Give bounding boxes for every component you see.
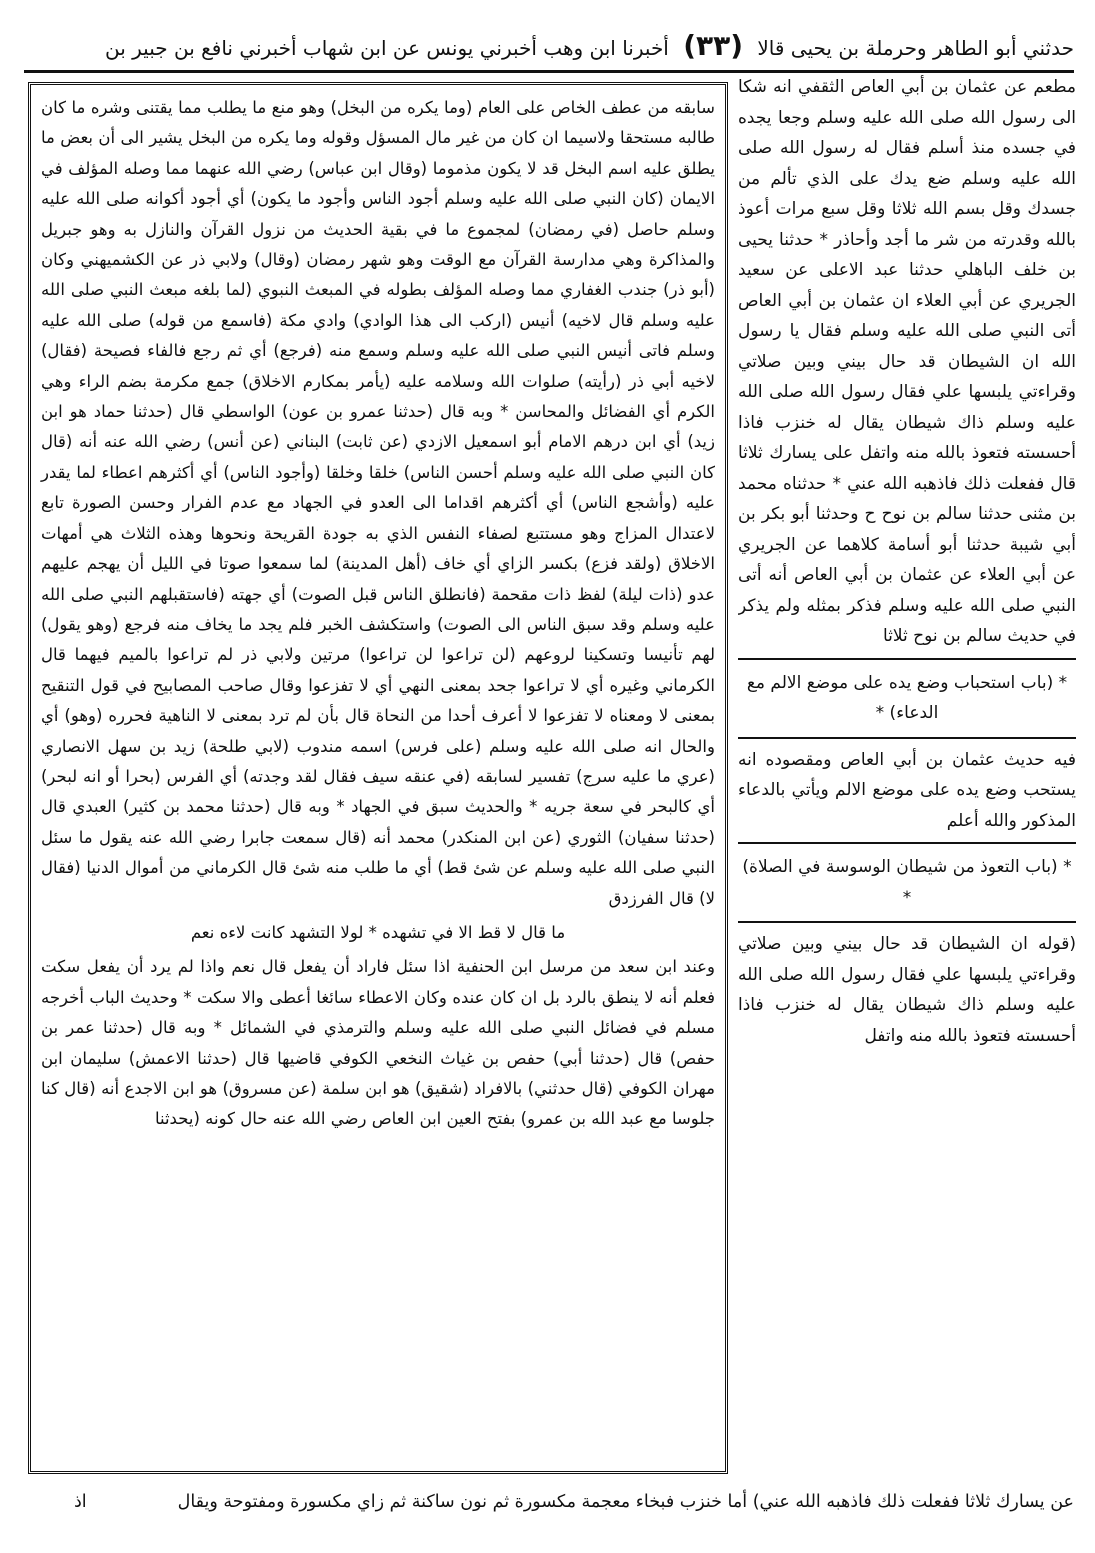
- margin-text-block: فيه حديث عثمان بن أبي العاص ومقصوده انه يستحب وضع يده على موضع الالم ويأتي بالدعاء المذكور والله أعلم: [738, 749, 1076, 831]
- margin-column: [738, 72, 1076, 1482]
- chapter-heading: * (باب استحباب وضع يده على موضع الالم مع الدعاء) *: [746, 672, 1068, 723]
- margin-text-block: (قوله ان الشيطان قد حال بيني وبين صلاتي وقراءتي يلبسها علي فقال رسول الله صلى الله عليه وسلم ذاك شيطان يقال له خنزب فاذا أحسسته فتعوذ بالله منه واتفل: [738, 934, 1076, 1046]
- header-right-text: حدثني أبو الطاهر وحرملة بن يحيى قالا: [757, 36, 1074, 60]
- main-paragraph: وعند ابن سعد من مرسل ابن الحنفية اذا سئل فاراد أن يفعل قال نعم واذا لم يرد أن يفعل سكت فعلم أنه لا ينطق بالرد بل ان كان عنده وكان الاعطاء سائغا أعطى والا سكت * وحديث الباب أخرجه مسلم في فضائل النبي صلى الله عليه وسلم والترمذي في الشمائل * وبه قال (حدثنا عمر بن حفص) قال (حدثنا أبي) حفص بن غياث النخعي الكوفي قاضيها قال (حدثنا الاعمش) سليمان ابن مهران الكوفي (قال حدثني) بالافراد (شقيق) هو ابن سلمة (عن مسروق) هو ابن الاجدع أنه (قال كنا جلوسا مع عبد الله بن عمرو) بفتح العين ابن العاص رضي الله عنه حال كونه (يحدثنا: [41, 957, 715, 1129]
- separator: [738, 842, 1076, 844]
- header-left-text: أخبرنا ابن وهب أخبرني يونس عن ابن شهاب أخبرني نافع بن جبير بن: [105, 36, 669, 60]
- poetry-verse: ما قال لا قط الا في تشهده * لولا التشهد كانت لاءه نعم: [190, 922, 566, 942]
- separator: [738, 921, 1076, 923]
- page-header: [24, 22, 1074, 70]
- page-number: (٣٣): [683, 29, 744, 62]
- main-text-column: [28, 82, 728, 1474]
- main-paragraph: سابقه من عطف الخاص على العام (وما يكره من البخل) وهو منع ما يطلب مما يقتنى وشره ما كان طالبه مستحقا ولاسيما ان كان من غير مال المسؤل وقوله وما يكره من البخل يشير الى أن بعض ما يطلق عليه اسم البخل قد لا يكون مذموما (وقال ابن عباس) رضي الله عنهما مما وصله المؤلف في الايمان (كان النبي صلى الله عليه وسلم أجود الناس وأجود ما يكون) أي أجود أكوانه صلى الله عليه وسلم حاصل (في رمضان) لمجموع ما في بقية الحديث من نزول القرآن والنازل به وهو جبريل والمذاكرة وهي مدارسة القرآن مع الوقت وهو شهر رمضان (وقال) ولابي ذر عن الكشميهني وكان (أبو ذر) جندب الغفاري مما وصله المؤلف بطوله في المبعث النبوي (لما بلغه مبعث النبي صلى الله عليه وسلم قال لاخيه) أنيس (اركب الى هذا الوادي) وادي مكة (فاسمع من قوله) صلى الله عليه وسلم فاتى أنيس النبي صلى الله عليه وسلم وسمع منه (فرجع) أي ثم رجع فالفاء فصيحة (فقال) لاخيه أبي ذر (رأيته) صلوات الله وسلامه عليه (يأمر بمكارم الاخلاق) جمع مكرمة بضم الراء وهي الكرم أي الفضائل والمحاسن * وبه قال (حدثنا عمرو بن عون) الواسطي قال (حدثنا حماد هو ابن زيد) أي ابن درهم الامام أبو اسمعيل الازدي (عن ثابت) البناني (عن أنس) رضي الله عنه أنه (قال كان النبي صلى الله عليه وسلم أحسن الناس) خلقا وخلقا (وأجود الناس) أي أكثرهم اعطاء لما يقدر عليه (وأشجع الناس) أي أكثرهم اقداما الى العدو في الجهاد مع عدم الفرار وحسن الصورة تابع لاعتدال المزاج وهو مستتبع لصفاء النفس الذي به جودة القريحة ونحوها وهذه الثلاث هي أمهات الاخلاق (ولقد فزع) بكسر الزاي أي خاف (أهل المدينة) لما سمعوا صوتا في الليل أن يهجم عليهم عدو (ذات ليلة) لفظ ذات مقحمة (فانطلق الناس قبل الصوت) أي جهته (فاستقبلهم النبي صلى الله عليه وسلم وقد سبق الناس الى الصوت) واستكشف الخبر فلم يجد ما يخاف منه فرجع (وهو يقول) لهم تأنيسا وتسكينا لروعهم (لن تراعوا لن تراعوا) مرتين ولابي ذر لم تراعوا بالميم فيهما قال الكرماني وغيره أي لا تراعوا جحد بمعنى النهي أي لا تفزعوا وقال صاحب المصابيح في قول التنقيح بمعنى لا ومعناه لا تفزعوا لا أعرف أحدا من النحاة قال بأن لم ترد بمعنى لا الناهية فحرره (وهو) أي والحال انه صلى الله عليه وسلم (على فرس) اسمه مندوب (لابي طلحة) زيد بن سهل الانصاري (عري ما عليه سرج) تفسير لسابقه (في عنقه سيف فقال لقد وجدته) أي الفرس (بحرا أو انه لبحر) أي كالبحر في سعة جريه * والحديث سبق في الجهاد * وبه قال (حدثنا محمد بن كثير) العبدي قال (حدثنا سفيان) الثوري (عن ابن المنكدر) محمد أنه (قال سمعت جابرا رضي الله عنه يقول ما سئل النبي صلى الله عليه وسلم عن شئ قط) أي ما طلب منه شئ قال الكرماني من أموال الدنيا (فقال لا) قال الفرزدق: [41, 98, 715, 908]
- margin-text-block: مطعم عن عثمان بن أبي العاص الثقفي انه شكا الى رسول الله صلى الله عليه وسلم وجعا يجده في جسده منذ أسلم فقال له رسول الله صلى الله عليه وسلم ضع يدك على الذي تألم من جسدك وقل بسم الله ثلاثا وقل سبع مرات أعوذ بالله وقدرته من شر ما أجد وأحاذر * حدثنا يحيى بن خلف الباهلي حدثنا عبد الاعلى عن سعيد الجريري عن أبي العلاء ان عثمان بن أبي العاص أتى النبي صلى الله عليه وسلم فقال يا رسول الله ان الشيطان قد حال بيني وبين صلاتي وقراءتي يلبسها علي فقال رسول الله صلى الله عليه وسلم ذاك شيطان يقال له خنزب فاذا أحسسته فتعوذ بالله منه واتفل على يسارك ثلاثا قال ففعلت ذلك فاذهبه الله عني * حدثناه محمد بن مثنى حدثنا سالم بن نوح ح وحدثنا أبو بكر بن أبي شيبة حدثنا أبو أسامة كلاهما عن الجريري عن أبي العلاء عن عثمان بن أبي العاص أنه أتى النبي صلى الله عليه وسلم فذكر بمثله ولم يذكر في حديث سالم بن نوح ثلاثا: [738, 77, 1076, 646]
- separator: [738, 658, 1076, 660]
- chapter-heading: * (باب التعوذ من شيطان الوسوسة في الصلاة) *: [742, 857, 1072, 908]
- footer-text: عن يسارك ثلاثا ففعلت ذلك فاذهبه الله عني) أما خنزب فبخاء معجمة مكسورة ثم نون ساكنة ثم زاي مكسورة ومفتوحة ويقال: [177, 1492, 1074, 1512]
- catchword: اذ: [74, 1492, 87, 1512]
- separator: [738, 737, 1076, 739]
- page-footer: [24, 1484, 1074, 1520]
